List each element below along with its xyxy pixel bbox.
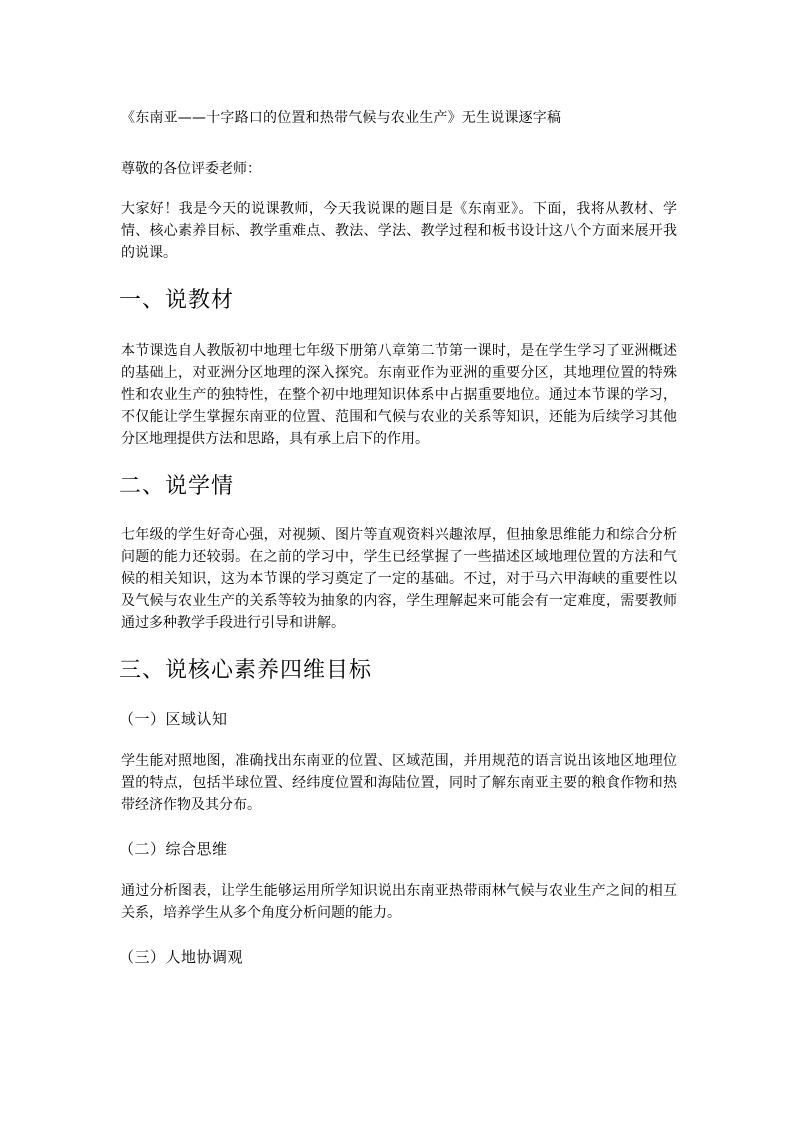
section-paragraph-textbook: 本节课选自人教版初中地理七年级下册第八章第二节第一课时，是在学生学习了亚洲概述的基础上，对亚洲分区地理的深入探究。东南亚作为亚洲的重要分区，其地理位置的特殊性和农业生产的独特性，在整个初中地理知识体系中占据重要地位。通过本节课的学习，不仅能让学生掌握东南亚的位置、范围和气候与农业的关系等知识，还能为后续学习其他分区地理提供方法和思路，具有承上启下的作用。 xyxy=(121,343,677,447)
section-paragraph-learners: 七年级的学生好奇心强，对视频、图片等直观资料兴趣浓厚，但抽象思维能力和综合分析问题的能力还较弱。在之前的学习中，学生已经掌握了一些描述区域地理位置的方法和气候的相关知识，这为本节课的学习奠定了一定的基础。不过，对于马六甲海峡的重要性以及气候与农业生产的关系等较为抽象的内容，学生理解起来可能会有一定难度，需要教师通过多种教学手段进行引导和讲解。 xyxy=(121,527,677,631)
subsection-heading-integrated-thinking: （二）综合思维 xyxy=(119,840,228,858)
subsection-heading-human-earth-harmony: （三）人地协调观 xyxy=(119,948,244,966)
document-body xyxy=(121,108,677,988)
subsection-paragraph-regional-cognition: 学生能对照地图，准确找出东南亚的位置、区域范围，并用规范的语言说出该地区地理位置的特点，包括半球位置、经纬度位置和海陆位置，同时了解东南亚主要的粮食作物和热带经济作物及其分布。 xyxy=(121,753,677,813)
section-heading-learners: 二、说学情 xyxy=(119,474,235,499)
section-heading-objectives: 三、说核心素养四维目标 xyxy=(119,658,373,683)
document-title: 《东南亚——十字路口的位置和热带气候与农业生产》无生说课逐字稿 xyxy=(121,110,562,126)
subsection-paragraph-integrated-thinking: 通过分析图表，让学生能够运用所学知识说出东南亚热带雨林气候与农业生产之间的相互关系，培养学生从多个角度分析问题的能力。 xyxy=(121,883,677,921)
section-heading-textbook: 一、说教材 xyxy=(119,288,235,313)
intro-paragraph: 大家好！我是今天的说课教师，今天我说课的题目是《东南亚》。下面，我将从教材、学情、核心素养目标、教学重难点、教法、学法、教学过程和板书设计这八个方面来展开我的说课。 xyxy=(121,201,677,261)
subsection-heading-regional-cognition: （一）区域认知 xyxy=(119,710,228,728)
salutation: 尊敬的各位评委老师： xyxy=(121,161,261,177)
